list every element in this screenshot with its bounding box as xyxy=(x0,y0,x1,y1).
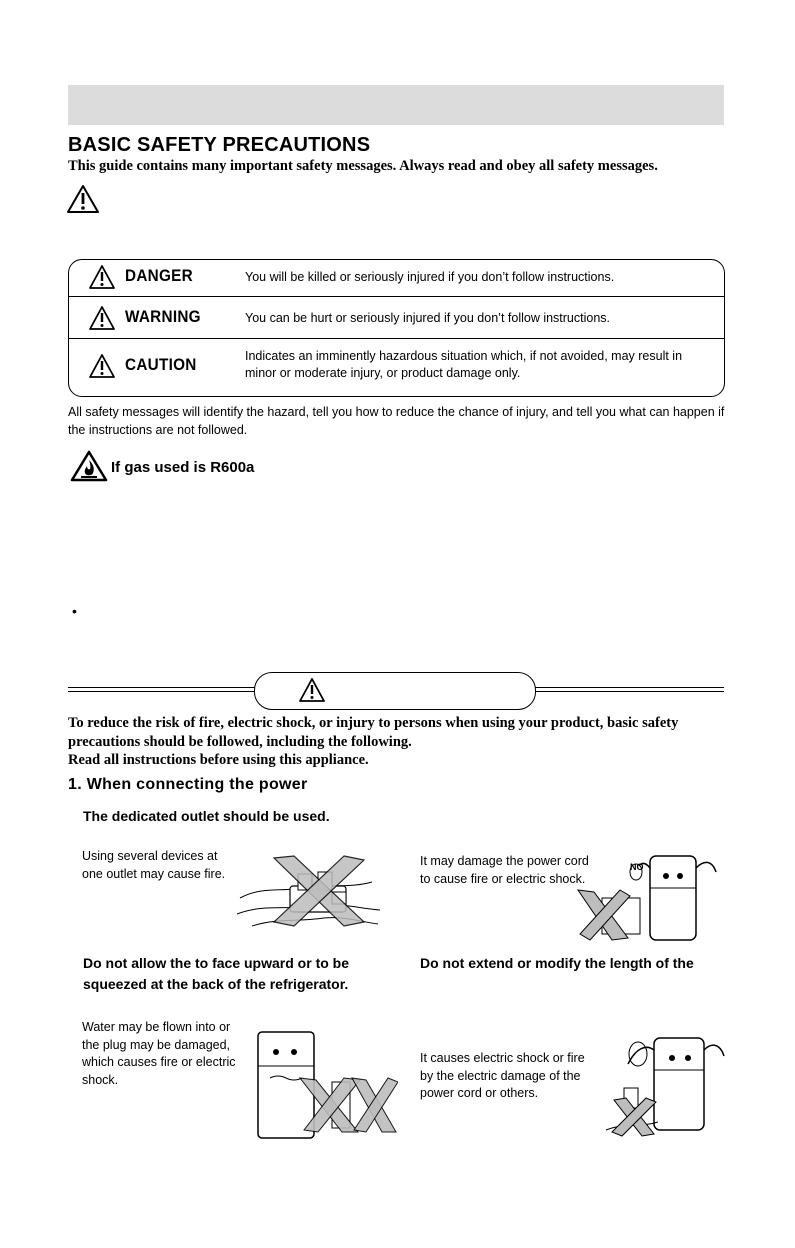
important-warning-icon xyxy=(298,677,326,703)
warning-icon xyxy=(88,305,116,331)
item-heading-4: Do not extend or modify the length of the xyxy=(420,955,694,971)
item-caption-2: It may damage the power cord to cause fire or electric shock. xyxy=(420,854,589,886)
item-caption-3: Water may be flown into or the plug may be damaged, which causes fire or electric shock. xyxy=(82,1020,236,1087)
angry-refrigerator-illustration xyxy=(572,838,722,948)
section-heading: 1. When connecting the power xyxy=(68,776,308,793)
row-divider xyxy=(69,338,724,339)
flammable-warning-icon xyxy=(70,450,108,482)
warning-label: WARNING xyxy=(125,307,201,326)
caution-description: Indicates an imminently hazardous situation which, if not avoided, may result in minor or moderate injury, or product damage only. xyxy=(245,349,683,380)
item-caption-1: Using several devices at one outlet may cause fire. xyxy=(82,849,226,881)
divider-right xyxy=(530,687,724,692)
page-title: BASIC SAFETY PRECAUTIONS xyxy=(68,134,371,156)
item-caption-4: It causes electric shock or fire by the electric damage of the power cord or others. xyxy=(420,1051,585,1100)
caution-icon xyxy=(88,353,116,379)
bullet-point: • xyxy=(72,603,77,619)
caution-label: CAUTION xyxy=(125,355,197,374)
multi-plug-outlet-illustration xyxy=(232,848,382,944)
squeezed-plug-illustration xyxy=(248,1022,398,1144)
danger-description: You will be killed or seriously injured if you don’t follow instructions. xyxy=(245,270,615,284)
danger-warning-icon xyxy=(88,264,116,290)
intro-text: This guide contains many important safety messages. Always read and obey all safety messages. xyxy=(68,158,658,174)
important-pill xyxy=(254,672,536,710)
warning-triangle-icon xyxy=(66,184,100,214)
danger-label: DANGER xyxy=(125,266,193,285)
signal-word-table xyxy=(68,259,725,397)
important-para-1: To reduce the risk of fire, electric shock, or injury to persons when using your product, basic safety precautions should be followed, including the following. xyxy=(68,715,679,750)
section-header-bar xyxy=(68,85,724,125)
item-heading-1: The dedicated outlet should be used. xyxy=(83,808,330,824)
important-para-2: Read all instructions before using this appliance. xyxy=(68,752,369,768)
divider-left xyxy=(68,687,258,692)
warning-description: You can be hurt or seriously injured if you don’t follow instructions. xyxy=(245,311,611,325)
row-divider xyxy=(69,296,724,297)
item-heading-3: Do not allow the to face upward or to be squeezed at the back of the refrigerator. xyxy=(83,955,350,992)
gas-heading: If gas used is R600a xyxy=(111,459,255,476)
identify-text: All safety messages will identify the hazard, tell you how to reduce the chance of injury, and tell you what can happen if the instructions are not followed. xyxy=(68,405,725,437)
extension-cord-refrigerator-illustration xyxy=(596,1018,726,1140)
no-text: NO xyxy=(630,862,644,872)
